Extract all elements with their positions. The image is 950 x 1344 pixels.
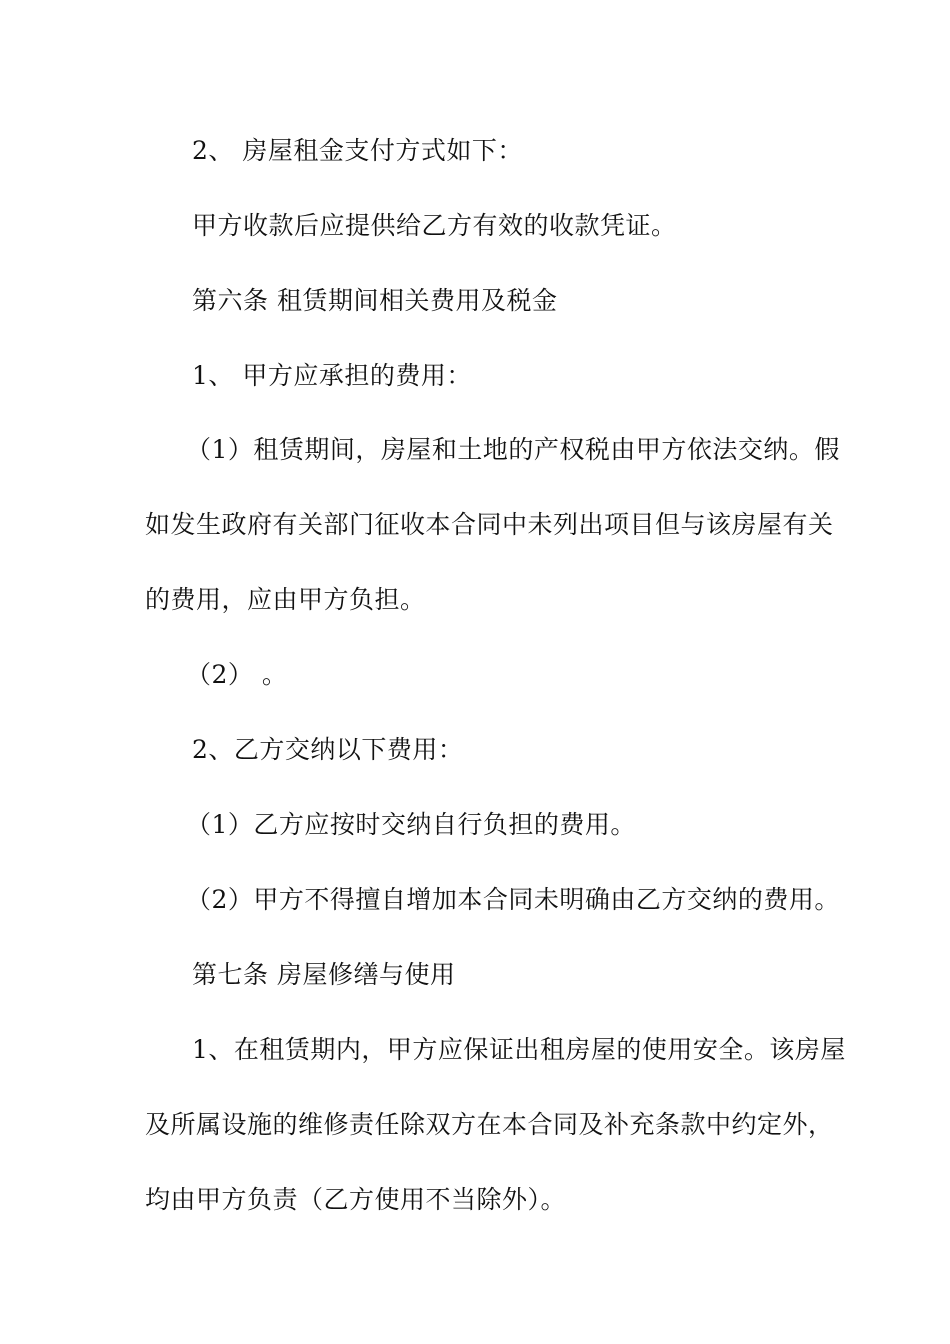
paragraph-line: 2、乙方交纳以下费用： (192, 735, 464, 764)
paragraph-line: （2）甲方不得擅自增加本合同未明确由乙方交纳的费用。 (186, 885, 840, 914)
paragraph-line: 的费用，应由甲方负担。 (145, 585, 426, 614)
paragraph-line: 1、在租赁期内，甲方应保证出租房屋的使用安全。该房屋 (192, 1035, 846, 1064)
section-heading: 第七条 房屋修缮与使用 (192, 960, 456, 989)
section-heading: 第六条 租赁期间相关费用及税金 (192, 286, 558, 315)
paragraph-line: （2） 。 (186, 660, 288, 689)
paragraph-line: 均由甲方负责（乙方使用不当除外）。 (145, 1185, 567, 1214)
paragraph-line: 2、 房屋租金支付方式如下： (192, 136, 523, 165)
paragraph-line: 及所属设施的维修责任除双方在本合同及补充条款中约定外， (145, 1110, 834, 1139)
paragraph-line: （1）乙方应按时交纳自行负担的费用。 (186, 810, 636, 839)
paragraph-line: 1、 甲方应承担的费用： (192, 361, 472, 390)
paragraph-line: 如发生政府有关部门征收本合同中未列出项目但与该房屋有关 (145, 510, 834, 539)
paragraph-line: 甲方收款后应提供给乙方有效的收款凭证。 (192, 211, 677, 240)
paragraph-line: （1）租赁期间，房屋和土地的产权税由甲方依法交纳。假 (186, 435, 840, 464)
